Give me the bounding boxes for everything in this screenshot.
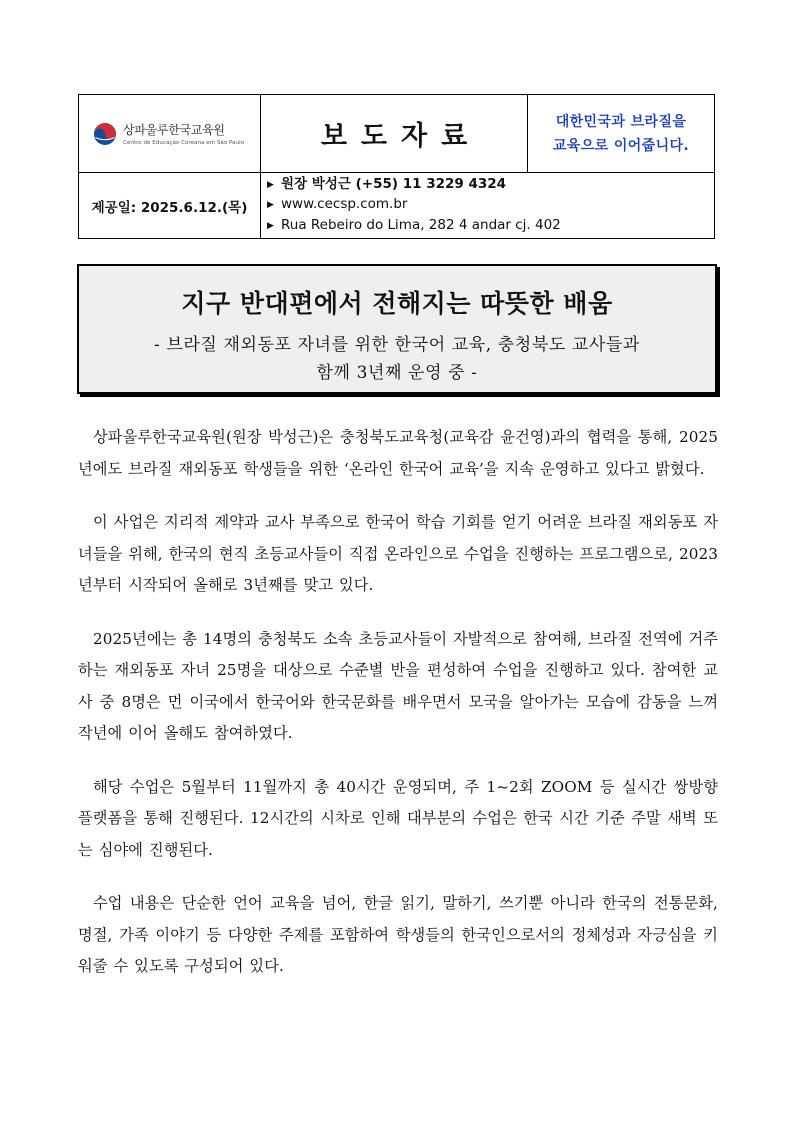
headline-box	[77, 264, 717, 394]
header-table	[78, 94, 715, 239]
title-cell	[261, 95, 528, 173]
headline-subtitle-line-2: 함께 3년째 운영 중 -	[316, 363, 478, 383]
paragraph-5: 수업 내용은 단순한 언어 교육을 넘어, 한글 읽기, 말하기, 쓰기뿐 아니라 한국의 전통문화, 명절, 가족 이야기 등 다양한 주제를 포함하여 학생들의 한국인으로서의 정체성과 자긍심을 키워줄 수 있도록 구성되어 있다.	[78, 894, 718, 975]
article-body	[78, 422, 718, 983]
contact-website-text[interactable]: www.cecsp.com.br	[281, 196, 408, 213]
paragraph-4: 해당 수업은 5월부터 11월까지 총 40시간 운영되며, 주 1~2회 ZOOM 등 실시간 쌍방향 플랫폼을 통해 진행된다. 12시간의 시차로 인해 대부분의 수업은 한국 시간 기준 주말 새벽 또는 심야에 진행된다.	[78, 777, 718, 859]
triangle-bullet-icon: ▶	[267, 220, 274, 231]
document-title: 보도자료	[320, 121, 482, 152]
org-logo	[79, 121, 260, 146]
taegeuk-logo-icon	[93, 122, 117, 146]
contact-cell	[261, 173, 715, 239]
contact-list	[261, 175, 714, 237]
contact-website[interactable]	[267, 195, 714, 216]
slogan-cell	[528, 95, 715, 173]
date-cell	[79, 173, 261, 239]
headline-title: 지구 반대편에서 전해지는 따뜻한 배움	[181, 289, 613, 318]
triangle-bullet-icon: ▶	[267, 200, 274, 211]
org-name: 상파울루한국교육원	[123, 123, 225, 137]
paragraph-3: 2025년에는 총 14명의 충청북도 소속 초등교사들이 자발적으로 참여해, 브라질 전역에 거주하는 재외동포 자녀 25명을 대상으로 수준별 반을 편성하여 수업을 진행하고 있다. 참여한 교사 중 8명은 먼 이국에서 한국어와 한국문화를 배우면서 모국을 알아가는 모습에 감동을 느껴 작년에 이어 올해도 참여하였다.	[78, 629, 718, 742]
contact-director	[267, 175, 714, 196]
release-date: 제공일: 2025.6.12.(목)	[91, 199, 248, 216]
contact-address-text: Rua Rebeiro do Lima, 282 4 andar cj. 402	[281, 216, 561, 233]
paragraph-1: 상파울루한국교육원(원장 박성근)은 충청북도교육청(교육감 윤건영)과의 협력을 통해, 2025년에도 브라질 재외동포 학생들을 위한 ‘온라인 한국어 교육’을 지속 운영하고 있다고 밝혔다.	[78, 428, 718, 478]
contact-director-text: 원장 박성근 (+55) 11 3229 4324	[281, 175, 507, 192]
slogan-line-1: 대한민국과 브라질을	[555, 113, 687, 130]
paragraph-2: 이 사업은 지리적 제약과 교사 부족으로 한국어 학습 기회를 얻기 어려운 브라질 재외동포 자녀들을 위해, 한국의 현직 초등교사들이 직접 온라인으로 수업을 진행하는 프로그램으로, 2023년부터 시작되어 올해로 3년째를 맞고 있다.	[78, 513, 718, 594]
org-subtitle: Centro de Educação Coreana em São Paulo	[123, 140, 245, 146]
slogan-line-2: 교육으로 이어줍니다.	[552, 137, 690, 154]
triangle-bullet-icon: ▶	[267, 179, 274, 190]
contact-address	[267, 216, 714, 237]
logo-cell	[79, 95, 261, 173]
headline-subtitle-line-1: - 브라질 재외동포 자녀를 위한 한국어 교육, 충청북도 교사들과	[154, 335, 640, 355]
